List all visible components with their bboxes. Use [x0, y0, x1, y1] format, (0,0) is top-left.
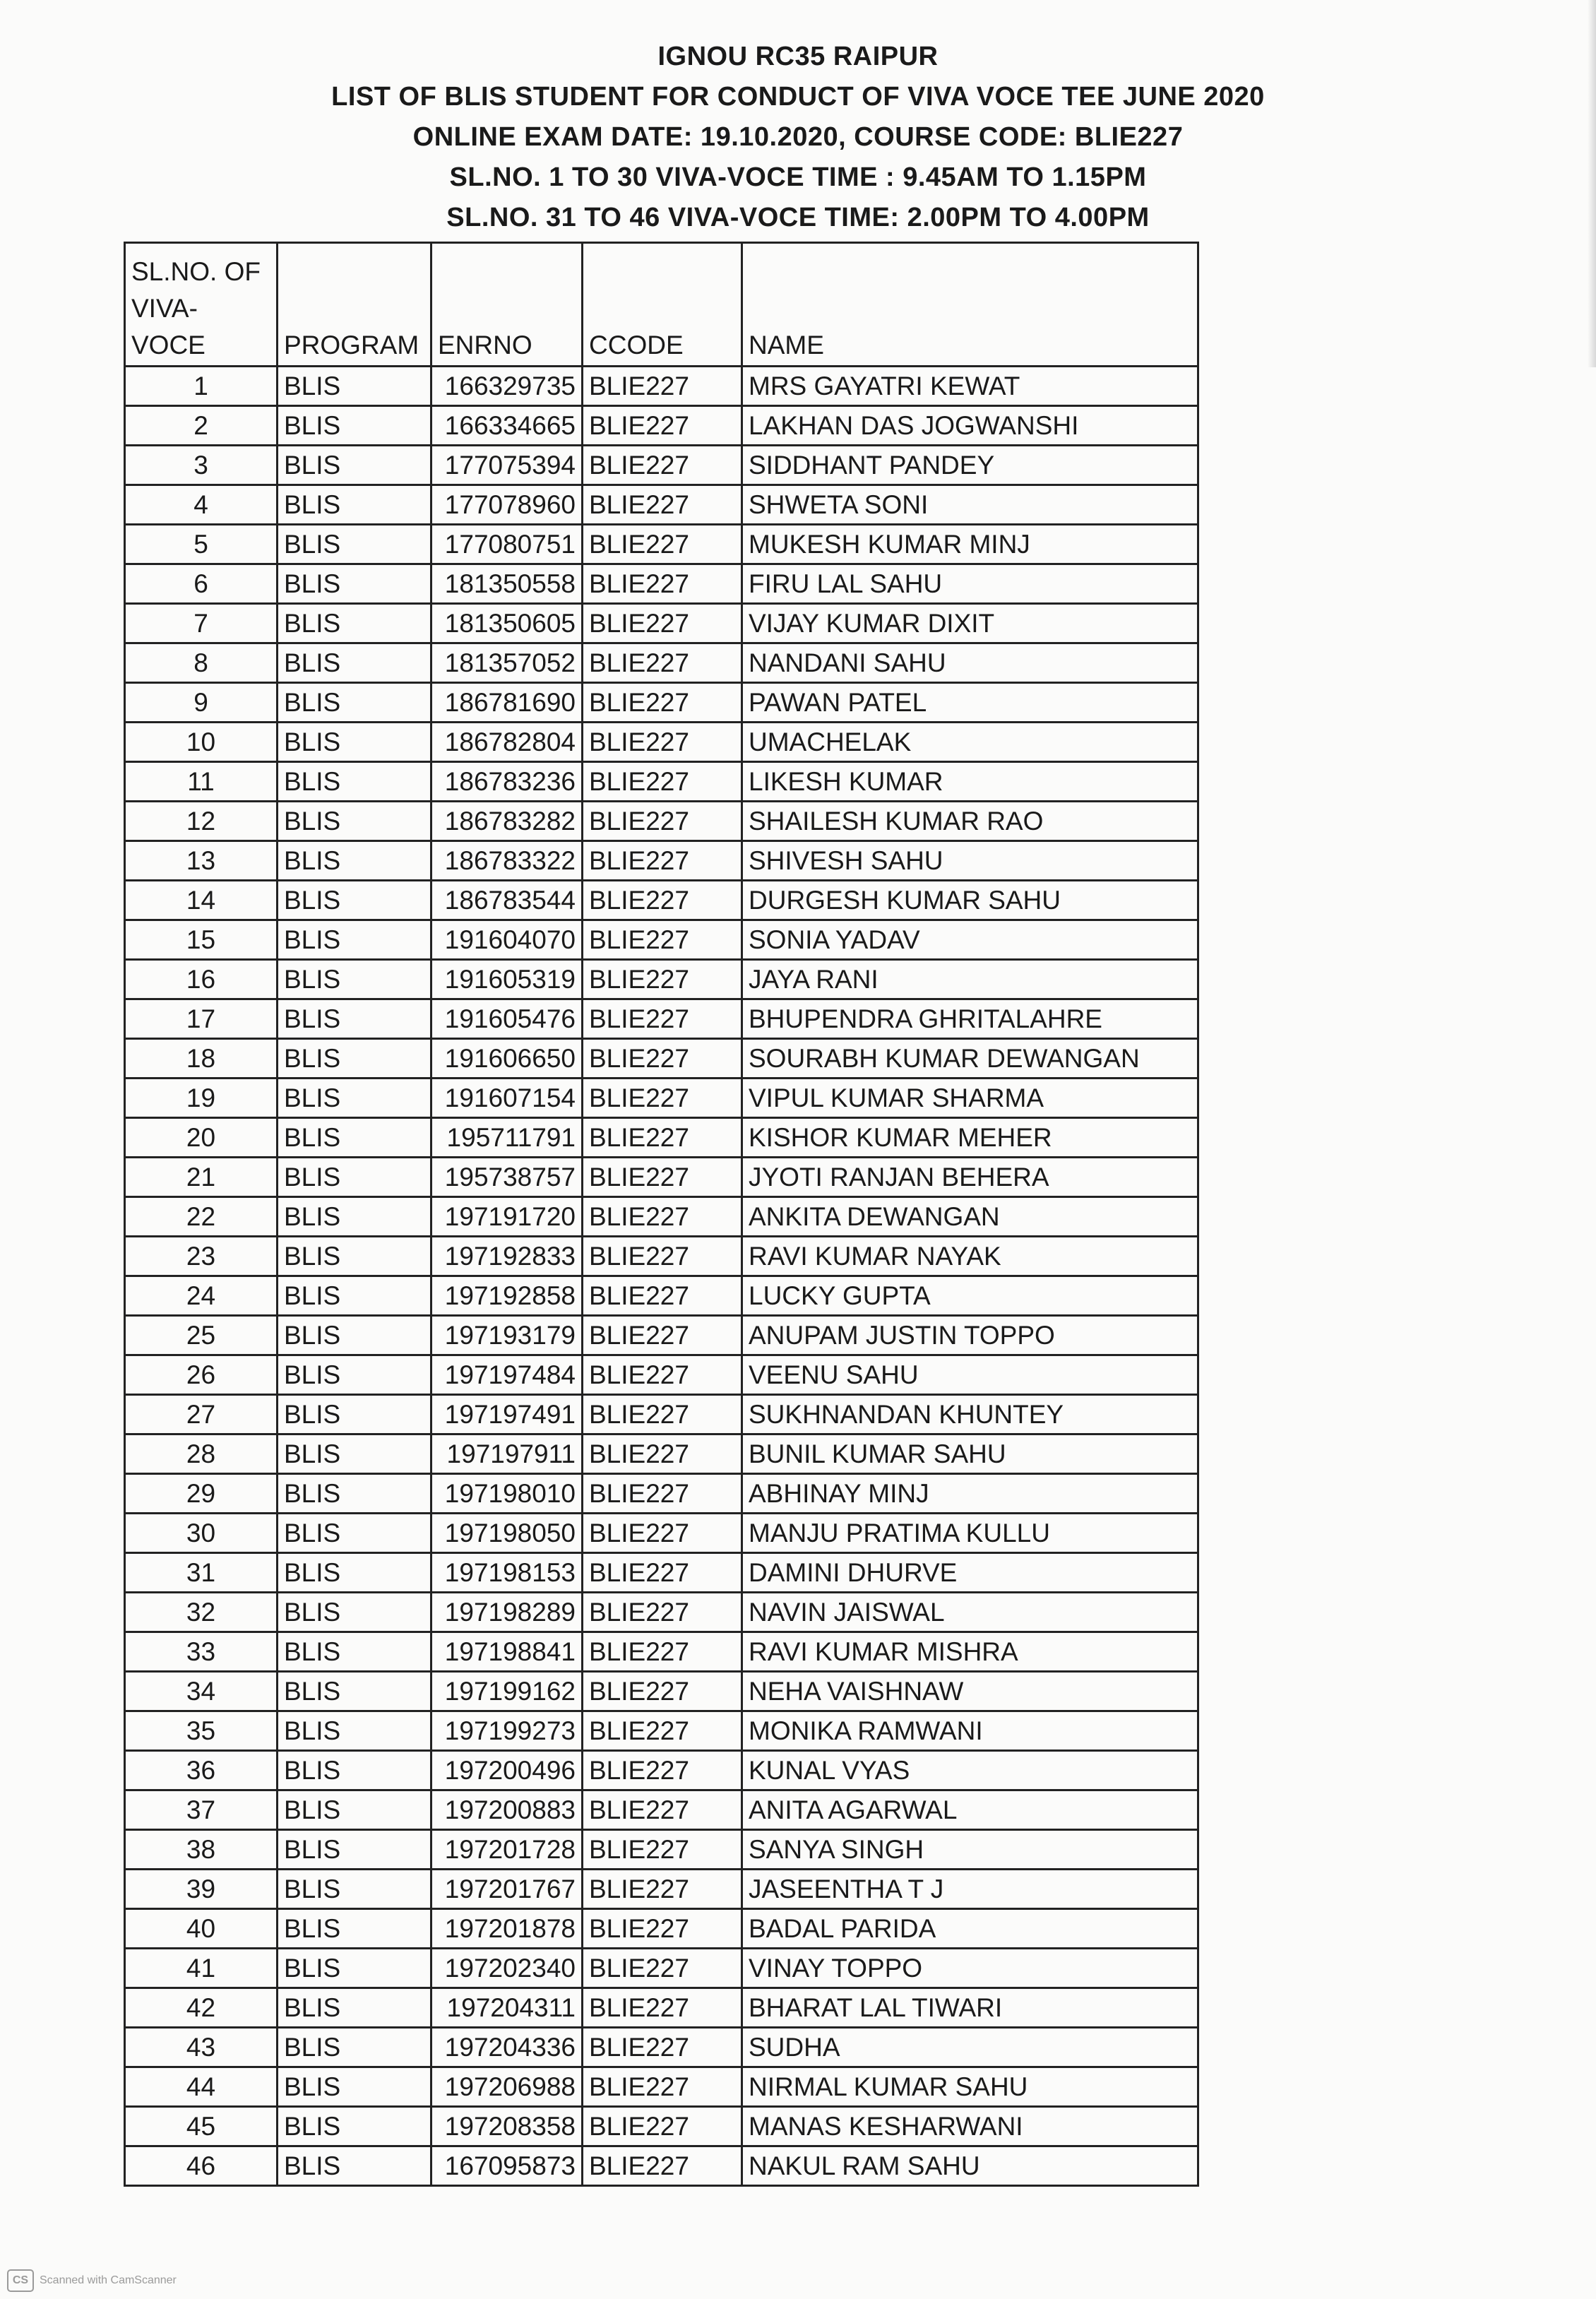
table-row [125, 1790, 1198, 1830]
cell-program: BLIS [278, 1870, 431, 1909]
table-row [125, 762, 1198, 802]
table-body [125, 367, 1198, 2186]
cell-program: BLIS [278, 1276, 431, 1316]
cell-ccode: BLIE227 [583, 1632, 742, 1672]
table-row [125, 1830, 1198, 1870]
cell-ccode: BLIE227 [583, 1474, 742, 1514]
table-row [125, 525, 1198, 564]
table-row [125, 723, 1198, 762]
table-row [125, 643, 1198, 683]
cell-program: BLIS [278, 1711, 431, 1751]
table-row [125, 2107, 1198, 2146]
col-header-name: NAME [742, 243, 1198, 367]
cell-name: VEENU SAHU [742, 1355, 1198, 1395]
cell-program: BLIS [278, 2028, 431, 2067]
cell-ccode: BLIE227 [583, 1711, 742, 1751]
cell-slno: 10 [125, 723, 278, 762]
cell-enrno: 197201767 [431, 1870, 583, 1909]
cell-name: MRS GAYATRI KEWAT [742, 367, 1198, 406]
cell-ccode: BLIE227 [583, 1079, 742, 1118]
cell-slno: 17 [125, 999, 278, 1039]
cell-name: SOURABH KUMAR DEWANGAN [742, 1039, 1198, 1079]
cell-name: FIRU LAL SAHU [742, 564, 1198, 604]
cell-enrno: 186781690 [431, 683, 583, 723]
cell-enrno: 186783282 [431, 802, 583, 841]
cell-ccode: BLIE227 [583, 960, 742, 999]
cell-enrno: 197199162 [431, 1672, 583, 1711]
cell-program: BLIS [278, 762, 431, 802]
cell-program: BLIS [278, 1079, 431, 1118]
cell-slno: 19 [125, 1079, 278, 1118]
cell-ccode: BLIE227 [583, 920, 742, 960]
cell-program: BLIS [278, 683, 431, 723]
cell-name: VIPUL KUMAR SHARMA [742, 1079, 1198, 1118]
cell-slno: 5 [125, 525, 278, 564]
cell-slno: 23 [125, 1237, 278, 1276]
cell-slno: 25 [125, 1316, 278, 1355]
cell-program: BLIS [278, 1039, 431, 1079]
cell-enrno: 181357052 [431, 643, 583, 683]
table-row [125, 999, 1198, 1039]
cell-program: BLIS [278, 2107, 431, 2146]
cell-name: JASEENTHA T J [742, 1870, 1198, 1909]
table-row [125, 1237, 1198, 1276]
cell-enrno: 197198050 [431, 1514, 583, 1553]
cell-slno: 1 [125, 367, 278, 406]
cell-program: BLIS [278, 1751, 431, 1790]
cell-slno: 46 [125, 2146, 278, 2186]
cell-slno: 16 [125, 960, 278, 999]
cell-slno: 33 [125, 1632, 278, 1672]
cell-slno: 21 [125, 1158, 278, 1197]
cell-ccode: BLIE227 [583, 1830, 742, 1870]
table-row [125, 1988, 1198, 2028]
scanner-watermark [7, 2269, 177, 2292]
cell-name: BHUPENDRA GHRITALAHRE [742, 999, 1198, 1039]
cell-enrno: 177078960 [431, 485, 583, 525]
table-row [125, 2067, 1198, 2107]
header-list-title: LIST OF BLIS STUDENT FOR CONDUCT OF VIVA VOCE TEE JUNE 2020 [331, 82, 1265, 112]
cell-ccode: BLIE227 [583, 841, 742, 881]
cell-name: BUNIL KUMAR SAHU [742, 1434, 1198, 1474]
cell-enrno: 191606650 [431, 1039, 583, 1079]
cell-ccode: BLIE227 [583, 1751, 742, 1790]
cell-enrno: 197197484 [431, 1355, 583, 1395]
scanner-watermark-text: Scanned with CamScanner [40, 2274, 177, 2286]
table-row [125, 1870, 1198, 1909]
cell-slno: 42 [125, 1988, 278, 2028]
cell-name: NIRMAL KUMAR SAHU [742, 2067, 1198, 2107]
cell-enrno: 197198289 [431, 1593, 583, 1632]
cell-program: BLIS [278, 1949, 431, 1988]
cell-program: BLIS [278, 564, 431, 604]
cell-enrno: 177075394 [431, 446, 583, 485]
cell-slno: 39 [125, 1870, 278, 1909]
cell-program: BLIS [278, 1632, 431, 1672]
cell-slno: 22 [125, 1197, 278, 1237]
cell-enrno: 195711791 [431, 1118, 583, 1158]
cell-slno: 3 [125, 446, 278, 485]
cell-ccode: BLIE227 [583, 1514, 742, 1553]
table-row [125, 1197, 1198, 1237]
table-row [125, 1276, 1198, 1316]
cell-slno: 4 [125, 485, 278, 525]
cell-ccode: BLIE227 [583, 446, 742, 485]
cell-enrno: 197192858 [431, 1276, 583, 1316]
table-row [125, 1909, 1198, 1949]
col-header-ccode: CCODE [583, 243, 742, 367]
cell-name: LIKESH KUMAR [742, 762, 1198, 802]
cell-ccode: BLIE227 [583, 1237, 742, 1276]
cell-slno: 43 [125, 2028, 278, 2067]
cell-slno: 7 [125, 604, 278, 643]
cell-program: BLIS [278, 1434, 431, 1474]
table-row [125, 2146, 1198, 2186]
cell-slno: 31 [125, 1553, 278, 1593]
document-header [0, 37, 1596, 238]
cell-program: BLIS [278, 643, 431, 683]
cell-slno: 9 [125, 683, 278, 723]
cell-slno: 13 [125, 841, 278, 881]
cell-program: BLIS [278, 1316, 431, 1355]
table-row [125, 960, 1198, 999]
cell-slno: 6 [125, 564, 278, 604]
table-row [125, 485, 1198, 525]
cell-program: BLIS [278, 1197, 431, 1237]
table-row [125, 1672, 1198, 1711]
cell-program: BLIS [278, 1158, 431, 1197]
cell-enrno: 195738757 [431, 1158, 583, 1197]
cell-ccode: BLIE227 [583, 1039, 742, 1079]
cell-name: KUNAL VYAS [742, 1751, 1198, 1790]
cell-name: NAVIN JAISWAL [742, 1593, 1198, 1632]
cell-enrno: 186783544 [431, 881, 583, 920]
table-row [125, 1316, 1198, 1355]
cell-enrno: 197197911 [431, 1434, 583, 1474]
cell-ccode: BLIE227 [583, 723, 742, 762]
cell-program: BLIS [278, 1593, 431, 1632]
cell-ccode: BLIE227 [583, 1434, 742, 1474]
cell-name: DURGESH KUMAR SAHU [742, 881, 1198, 920]
col-header-program: PROGRAM [278, 243, 431, 367]
cell-program: BLIS [278, 1672, 431, 1711]
table-row [125, 1632, 1198, 1672]
cell-enrno: 197199273 [431, 1711, 583, 1751]
cell-ccode: BLIE227 [583, 604, 742, 643]
cell-slno: 12 [125, 802, 278, 841]
cell-program: BLIS [278, 920, 431, 960]
cell-name: SIDDHANT PANDEY [742, 446, 1198, 485]
student-table [124, 242, 1199, 2187]
table-row [125, 802, 1198, 841]
cell-enrno: 197201728 [431, 1830, 583, 1870]
cell-slno: 38 [125, 1830, 278, 1870]
cell-slno: 2 [125, 406, 278, 446]
table-row [125, 1079, 1198, 1118]
cell-slno: 30 [125, 1514, 278, 1553]
cell-enrno: 191604070 [431, 920, 583, 960]
table-row [125, 1593, 1198, 1632]
table-row [125, 1395, 1198, 1434]
table-row [125, 920, 1198, 960]
cell-slno: 26 [125, 1355, 278, 1395]
cell-ccode: BLIE227 [583, 485, 742, 525]
cell-name: UMACHELAK [742, 723, 1198, 762]
cell-name: SUDHA [742, 2028, 1198, 2067]
header-morning-slot: SL.NO. 1 TO 30 VIVA-VOCE TIME : 9.45AM TO 1.15PM [449, 162, 1147, 192]
cell-ccode: BLIE227 [583, 1672, 742, 1711]
cell-name: KISHOR KUMAR MEHER [742, 1118, 1198, 1158]
cell-name: MUKESH KUMAR MINJ [742, 525, 1198, 564]
cell-slno: 36 [125, 1751, 278, 1790]
cell-name: SHAILESH KUMAR RAO [742, 802, 1198, 841]
cell-enrno: 197202340 [431, 1949, 583, 1988]
cell-slno: 20 [125, 1118, 278, 1158]
cell-ccode: BLIE227 [583, 881, 742, 920]
cell-ccode: BLIE227 [583, 1118, 742, 1158]
cell-name: NEHA VAISHNAW [742, 1672, 1198, 1711]
cell-ccode: BLIE227 [583, 762, 742, 802]
cell-program: BLIS [278, 2067, 431, 2107]
cell-name: SHIVESH SAHU [742, 841, 1198, 881]
cell-slno: 28 [125, 1434, 278, 1474]
cell-slno: 34 [125, 1672, 278, 1711]
cell-program: BLIS [278, 723, 431, 762]
cell-enrno: 181350558 [431, 564, 583, 604]
cell-ccode: BLIE227 [583, 564, 742, 604]
cell-name: ABHINAY MINJ [742, 1474, 1198, 1514]
cell-ccode: BLIE227 [583, 1909, 742, 1949]
cell-program: BLIS [278, 1830, 431, 1870]
table-row [125, 841, 1198, 881]
cell-enrno: 197201878 [431, 1909, 583, 1949]
table-row [125, 1434, 1198, 1474]
cell-program: BLIS [278, 1118, 431, 1158]
col-header-enrno: ENRNO [431, 243, 583, 367]
header-afternoon-slot: SL.NO. 31 TO 46 VIVA-VOCE TIME: 2.00PM TO 4.00PM [446, 203, 1150, 232]
cell-ccode: BLIE227 [583, 1316, 742, 1355]
cell-ccode: BLIE227 [583, 1276, 742, 1316]
header-title: IGNOU RC35 RAIPUR [657, 42, 939, 71]
cell-program: BLIS [278, 1988, 431, 2028]
cell-slno: 11 [125, 762, 278, 802]
table-row [125, 2028, 1198, 2067]
camscanner-logo-icon: CS [7, 2269, 34, 2292]
cell-slno: 27 [125, 1395, 278, 1434]
cell-ccode: BLIE227 [583, 643, 742, 683]
cell-program: BLIS [278, 525, 431, 564]
cell-enrno: 177080751 [431, 525, 583, 564]
cell-ccode: BLIE227 [583, 2146, 742, 2186]
table-header-row [125, 243, 1198, 367]
cell-program: BLIS [278, 1909, 431, 1949]
cell-enrno: 197198153 [431, 1553, 583, 1593]
cell-ccode: BLIE227 [583, 1988, 742, 2028]
cell-name: SUKHNANDAN KHUNTEY [742, 1395, 1198, 1434]
cell-enrno: 166329735 [431, 367, 583, 406]
cell-name: NAKUL RAM SAHU [742, 2146, 1198, 2186]
cell-slno: 8 [125, 643, 278, 683]
cell-name: VIJAY KUMAR DIXIT [742, 604, 1198, 643]
cell-enrno: 167095873 [431, 2146, 583, 2186]
cell-name: MANJU PRATIMA KULLU [742, 1514, 1198, 1553]
cell-ccode: BLIE227 [583, 367, 742, 406]
cell-program: BLIS [278, 1395, 431, 1434]
cell-enrno: 197204311 [431, 1988, 583, 2028]
table-row [125, 406, 1198, 446]
cell-program: BLIS [278, 960, 431, 999]
cell-name: SHWETA SONI [742, 485, 1198, 525]
cell-name: SANYA SINGH [742, 1830, 1198, 1870]
table-row [125, 1711, 1198, 1751]
cell-ccode: BLIE227 [583, 1355, 742, 1395]
cell-enrno: 191607154 [431, 1079, 583, 1118]
cell-name: LUCKY GUPTA [742, 1276, 1198, 1316]
header-exam-date: ONLINE EXAM DATE: 19.10.2020, COURSE CODE: BLIE227 [412, 122, 1184, 152]
cell-name: RAVI KUMAR NAYAK [742, 1237, 1198, 1276]
table-row [125, 1949, 1198, 1988]
cell-slno: 40 [125, 1909, 278, 1949]
cell-program: BLIS [278, 881, 431, 920]
cell-enrno: 186782804 [431, 723, 583, 762]
cell-slno: 37 [125, 1790, 278, 1830]
cell-ccode: BLIE227 [583, 406, 742, 446]
cell-ccode: BLIE227 [583, 2067, 742, 2107]
cell-name: MONIKA RAMWANI [742, 1711, 1198, 1751]
cell-enrno: 197193179 [431, 1316, 583, 1355]
table-row [125, 1553, 1198, 1593]
cell-ccode: BLIE227 [583, 683, 742, 723]
cell-program: BLIS [278, 446, 431, 485]
col-header-slno: SL.NO. OF VIVA-VOCE [125, 243, 278, 367]
cell-name: LAKHAN DAS JOGWANSHI [742, 406, 1198, 446]
cell-name: VINAY TOPPO [742, 1949, 1198, 1988]
cell-name: MANAS KESHARWANI [742, 2107, 1198, 2146]
cell-name: JYOTI RANJAN BEHERA [742, 1158, 1198, 1197]
cell-name: SONIA YADAV [742, 920, 1198, 960]
cell-name: RAVI KUMAR MISHRA [742, 1632, 1198, 1672]
cell-enrno: 197208358 [431, 2107, 583, 2146]
cell-program: BLIS [278, 2146, 431, 2186]
cell-program: BLIS [278, 999, 431, 1039]
cell-slno: 41 [125, 1949, 278, 1988]
cell-slno: 29 [125, 1474, 278, 1514]
cell-enrno: 166334665 [431, 406, 583, 446]
cell-program: BLIS [278, 841, 431, 881]
table-row [125, 367, 1198, 406]
cell-program: BLIS [278, 367, 431, 406]
table-row [125, 564, 1198, 604]
cell-ccode: BLIE227 [583, 1158, 742, 1197]
table-row [125, 1355, 1198, 1395]
cell-name: DAMINI DHURVE [742, 1553, 1198, 1593]
cell-ccode: BLIE227 [583, 1553, 742, 1593]
cell-enrno: 197206988 [431, 2067, 583, 2107]
cell-program: BLIS [278, 1553, 431, 1593]
cell-program: BLIS [278, 802, 431, 841]
cell-program: BLIS [278, 406, 431, 446]
cell-ccode: BLIE227 [583, 2028, 742, 2067]
cell-enrno: 181350605 [431, 604, 583, 643]
cell-ccode: BLIE227 [583, 1790, 742, 1830]
cell-name: PAWAN PATEL [742, 683, 1198, 723]
cell-enrno: 197198841 [431, 1632, 583, 1672]
cell-enrno: 191605476 [431, 999, 583, 1039]
cell-slno: 24 [125, 1276, 278, 1316]
table-row [125, 1751, 1198, 1790]
cell-slno: 32 [125, 1593, 278, 1632]
cell-enrno: 186783322 [431, 841, 583, 881]
cell-ccode: BLIE227 [583, 999, 742, 1039]
cell-slno: 15 [125, 920, 278, 960]
table-row [125, 446, 1198, 485]
cell-slno: 45 [125, 2107, 278, 2146]
table-row [125, 881, 1198, 920]
cell-program: BLIS [278, 1355, 431, 1395]
cell-slno: 35 [125, 1711, 278, 1751]
cell-ccode: BLIE227 [583, 1197, 742, 1237]
cell-name: BHARAT LAL TIWARI [742, 1988, 1198, 2028]
table-row [125, 1514, 1198, 1553]
cell-slno: 44 [125, 2067, 278, 2107]
cell-enrno: 191605319 [431, 960, 583, 999]
cell-program: BLIS [278, 604, 431, 643]
cell-enrno: 197192833 [431, 1237, 583, 1276]
table-row [125, 683, 1198, 723]
table-row [125, 604, 1198, 643]
cell-name: JAYA RANI [742, 960, 1198, 999]
cell-ccode: BLIE227 [583, 1593, 742, 1632]
cell-ccode: BLIE227 [583, 1395, 742, 1434]
table-row [125, 1118, 1198, 1158]
cell-program: BLIS [278, 1514, 431, 1553]
cell-enrno: 197198010 [431, 1474, 583, 1514]
cell-name: ANITA AGARWAL [742, 1790, 1198, 1830]
cell-program: BLIS [278, 485, 431, 525]
table-row [125, 1158, 1198, 1197]
cell-name: ANUPAM JUSTIN TOPPO [742, 1316, 1198, 1355]
cell-enrno: 197200883 [431, 1790, 583, 1830]
cell-name: BADAL PARIDA [742, 1909, 1198, 1949]
cell-enrno: 197191720 [431, 1197, 583, 1237]
cell-ccode: BLIE227 [583, 525, 742, 564]
cell-program: BLIS [278, 1474, 431, 1514]
cell-ccode: BLIE227 [583, 1870, 742, 1909]
cell-name: NANDANI SAHU [742, 643, 1198, 683]
table-row [125, 1474, 1198, 1514]
cell-enrno: 186783236 [431, 762, 583, 802]
cell-ccode: BLIE227 [583, 1949, 742, 1988]
table-row [125, 1039, 1198, 1079]
cell-enrno: 197204336 [431, 2028, 583, 2067]
cell-enrno: 197197491 [431, 1395, 583, 1434]
cell-ccode: BLIE227 [583, 802, 742, 841]
cell-ccode: BLIE227 [583, 2107, 742, 2146]
cell-slno: 14 [125, 881, 278, 920]
cell-program: BLIS [278, 1237, 431, 1276]
cell-enrno: 197200496 [431, 1751, 583, 1790]
cell-name: ANKITA DEWANGAN [742, 1197, 1198, 1237]
cell-slno: 18 [125, 1039, 278, 1079]
cell-program: BLIS [278, 1790, 431, 1830]
